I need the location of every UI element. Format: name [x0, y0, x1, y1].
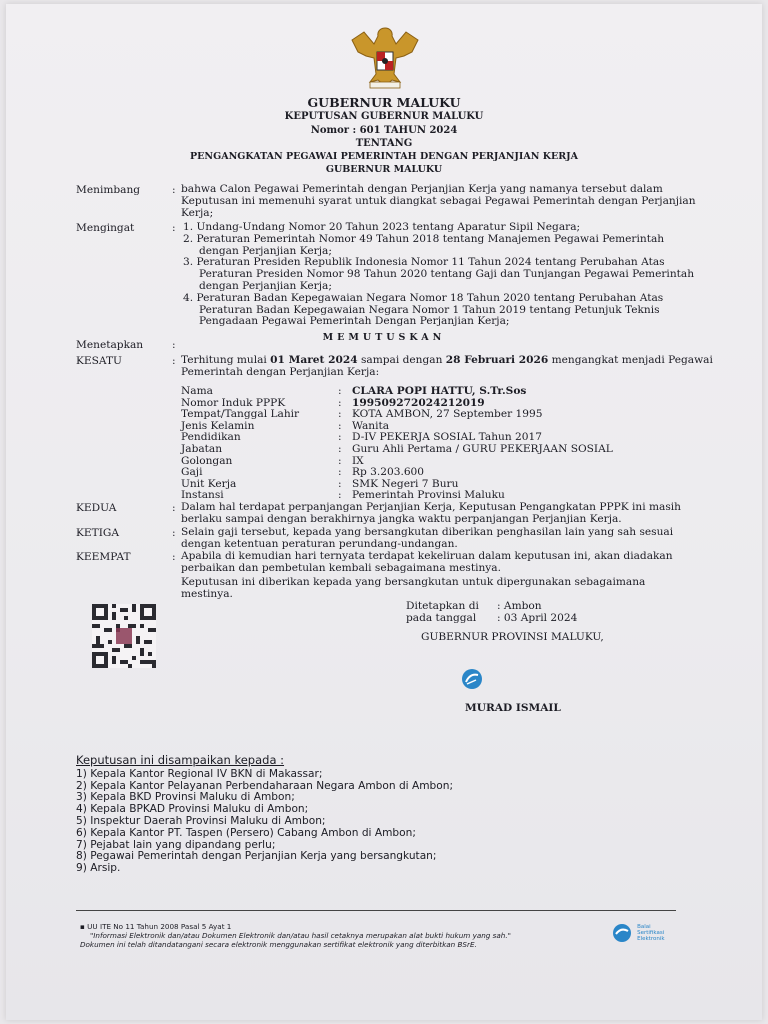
colon: : [172, 355, 176, 367]
list-item: 7) Pejabat lain yang dipandang perlu; [76, 838, 276, 851]
place-value: : Ambon [497, 600, 542, 612]
keempat-line: Apabila di kemudian hari ternyata terdapat kekeliruan dalam keputusan ini, akan diadakan [181, 550, 673, 562]
ketiga-label: KETIGA [76, 527, 120, 539]
list-item: 1. Undang-Undang Nomor 20 Tahun 2023 tentang Aparatur Sipil Negara; [183, 221, 581, 233]
digital-signature-icon [461, 668, 483, 690]
footer-divider [76, 910, 676, 911]
footer-law: ▪ UU ITE No 11 Tahun 2008 Pasal 5 Ayat 1 [80, 922, 232, 931]
memutuskan-heading: MEMUTUSKAN [322, 332, 446, 343]
bsre-logo-text: Balai Sertifikasi Elektronik [637, 923, 665, 942]
kedua-line: Dalam hal terdapat perpanjangan Perjanjian Kerja, Keputusan Pengangkatan PPPK ini masih [181, 501, 681, 513]
menimbang-line: Keputusan ini memenuhi syarat untuk diangkat sebagai Pegawai Pemerintah dengan Perjanjian [181, 194, 696, 207]
list-item: 3) Kepala BKD Provinsi Maluku di Ambon; [76, 791, 295, 804]
closing-text [181, 577, 645, 601]
distribution-title: Keputusan ini disampaikan kepada : [76, 753, 285, 767]
menimbang-line: Kerja; [181, 206, 214, 219]
menimbang-line: bahwa Calon Pegawai Pemerintah dengan Perjanjian Kerja yang namanya tersebut dalam [181, 183, 663, 195]
footer-quote: "Informasi Elektronik dan/atau Dokumen Elektronik dan/atau hasil cetaknya merupakan alat bukti hukum yang sah." [90, 931, 511, 940]
kesatu-text [181, 355, 713, 379]
list-item: 8) Pegawai Pemerintah dengan Perjanjian Kerja yang bersangkutan; [76, 850, 437, 863]
colon: : [172, 184, 176, 196]
distribution-list [76, 755, 453, 875]
kesatu-label: KESATU [76, 355, 122, 367]
menimbang-label: Menimbang [76, 184, 141, 196]
list-item: 4) Kepala BPKAD Provinsi Maluku di Ambon; [76, 803, 309, 816]
keempat-text [181, 551, 673, 575]
ketiga-text [181, 527, 673, 551]
colon: : [172, 502, 176, 514]
mengingat-label: Mengingat [76, 222, 135, 234]
list-item: 3. Peraturan Presiden Republik Indonesia Nomor 11 Tahun 2024 tentang Perubahan Atas [183, 256, 665, 269]
list-item: 1) Kepala Kantor Regional IV BKN di Makassar; [76, 767, 323, 780]
list-item-continuation: dengan Perjanjian Kerja; [199, 244, 332, 257]
document-title: GUBERNUR MALUKU [307, 95, 461, 110]
decree-subject: PENGANGKATAN PEGAWAI PEMERINTAH DENGAN PERJANJIAN KERJA [190, 151, 578, 162]
mengingat-list [183, 222, 694, 328]
list-item-continuation: Peraturan Badan Kepegawaian Negara Nomor 1 Tahun 2019 tentang Petunjuk Teknis [199, 303, 660, 316]
colon: : [172, 527, 176, 539]
list-item: 2. Peraturan Pemerintah Nomor 49 Tahun 2018 tentang Manajemen Pegawai Pemerintah [183, 232, 665, 245]
colon: : [172, 339, 176, 351]
closing-line: Keputusan ini diberikan kepada yang bersangkutan untuk dipergunakan sebagaimana [181, 576, 646, 588]
ketiga-line: Selain gaji tersebut, kepada yang bersangkutan diberikan penghasilan lain yang sah sesuai [181, 526, 674, 538]
footer-note: Dokumen ini telah ditandatangani secara elektronik menggunakan sertifikat elektronik yang diterbitkan BSrE. [80, 940, 477, 949]
list-item: 6) Kepala Kantor PT. Taspen (Persero) Cabang Ambon di Ambon; [76, 826, 416, 839]
menimbang-text [181, 184, 696, 219]
signer-name: MURAD ISMAIL [465, 702, 561, 714]
colon: : [172, 222, 176, 234]
list-item-continuation: dengan Perjanjian Kerja; [199, 279, 332, 292]
kedua-label: KEDUA [76, 502, 117, 514]
bsre-logo-icon [612, 923, 632, 943]
decree-type: KEPUTUSAN GUBERNUR MALUKU [284, 111, 484, 122]
qr-code-icon [92, 604, 156, 668]
kesatu-line: Terhitung mulai 01 Maret 2024 sampai dengan 28 Februari 2026 mengangkat menjadi Pegawai [181, 354, 713, 366]
bsre-logo [612, 922, 671, 943]
kedua-line: berlaku sampai dengan berakhirnya jangka waktu perpanjangan Perjanjian Kerja. [181, 512, 622, 525]
ketiga-line: dengan ketentuan peraturan perundang-undangan. [181, 537, 458, 550]
list-item: 4. Peraturan Badan Kepegawaian Negara Nomor 18 Tahun 2020 tentang Perubahan Atas [183, 291, 664, 304]
signer-position: GUBERNUR PROVINSI MALUKU, [421, 631, 604, 643]
decree-issuer: GUBERNUR MALUKU [325, 164, 443, 175]
list-item: 2) Kepala Kantor Pelayanan Perbendaharaan Negara Ambon di Ambon; [76, 779, 454, 792]
decree-number: Nomor : 601 TAHUN 2024 [310, 125, 458, 136]
place-label: Ditetapkan di [406, 600, 479, 612]
closing-line: mestinya. [181, 587, 233, 600]
list-item-continuation: Peraturan Presiden Nomor 98 Tahun 2020 tentang Gaji dan Tunjangan Pegawai Pemerintah [199, 268, 695, 281]
date-value: : 03 April 2024 [497, 612, 578, 624]
kesatu-line: Pemerintah dengan Perjanjian Kerja: [181, 365, 380, 378]
garuda-emblem-icon [344, 22, 426, 92]
date-label: pada tanggal [406, 612, 477, 624]
decree-about: TENTANG [355, 138, 413, 149]
keempat-line: perbaikan dan pembetulan kembali sebagaimana mestinya. [181, 561, 501, 574]
list-item: 9) Arsip. [76, 862, 121, 875]
colon: : [172, 551, 176, 563]
list-item: 5) Inspektur Daerah Provinsi Maluku di Ambon; [76, 814, 326, 827]
kedua-text [181, 502, 681, 526]
menetapkan-label: Menetapkan [76, 339, 144, 351]
keempat-label: KEEMPAT [76, 551, 131, 563]
list-item-continuation: Pengadaan Pegawai Pemerintah Dengan Perjanjian Kerja; [199, 315, 510, 328]
